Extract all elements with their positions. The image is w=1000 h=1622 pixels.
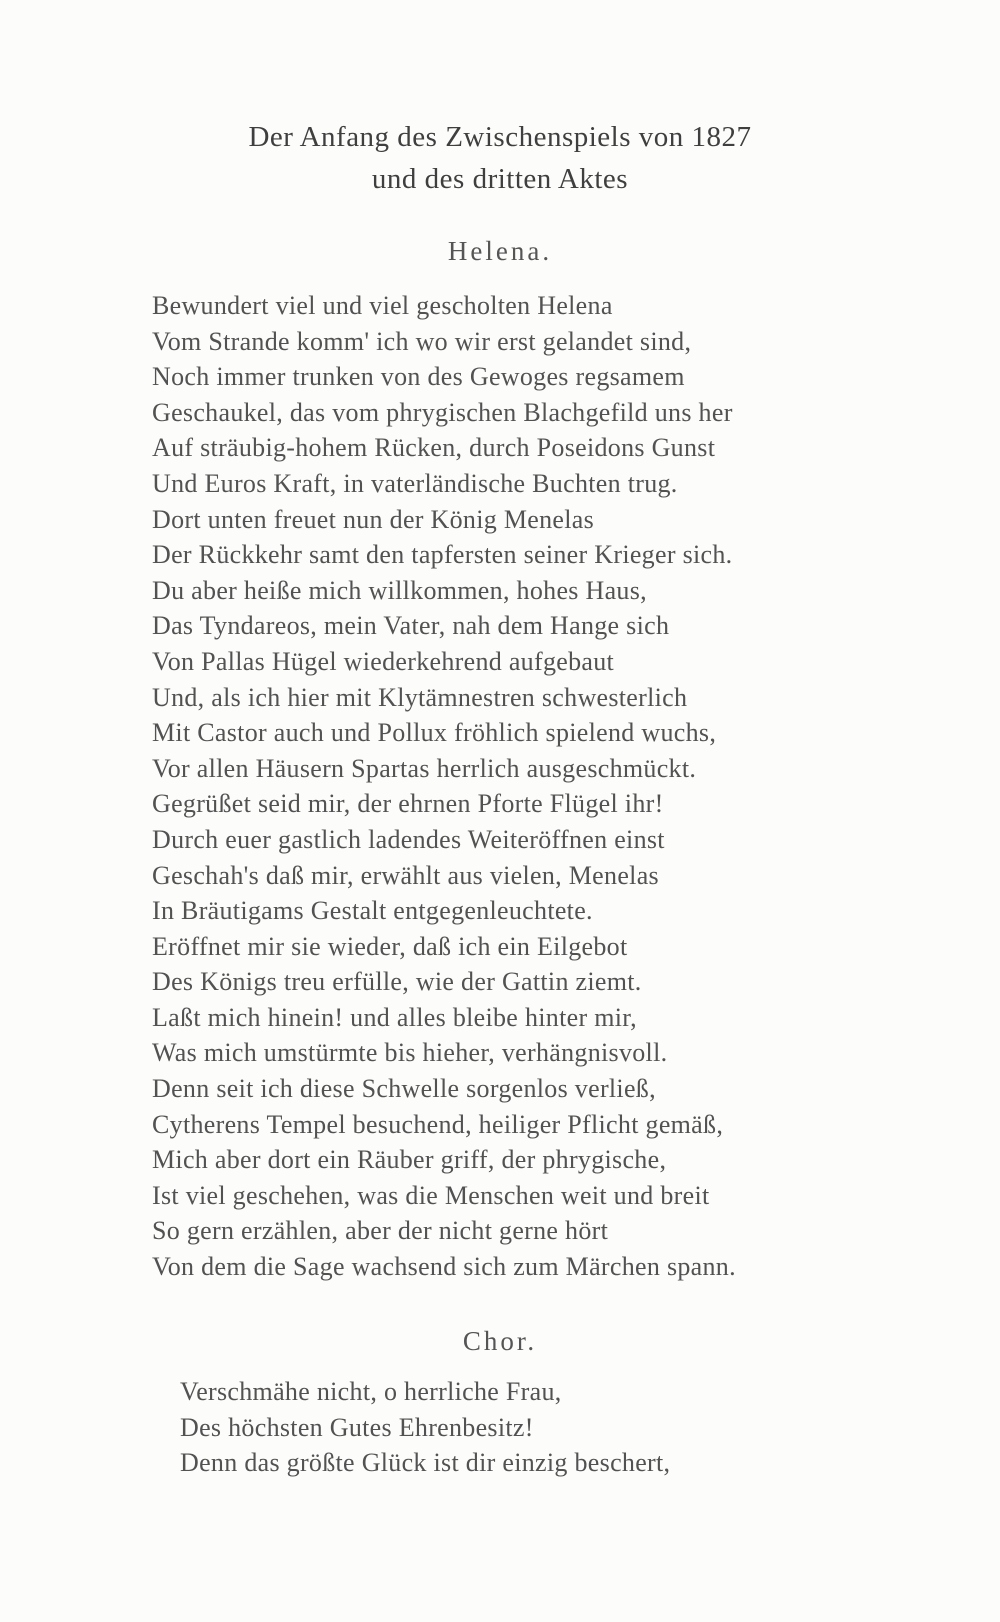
verse-line: Und Euros Kraft, in vaterländische Buchten trug. (152, 468, 678, 498)
verse-line: Ist viel geschehen, was die Menschen weit und breit (152, 1180, 710, 1210)
verse-line: Durch euer gastlich ladendes Weiteröffnen einst (152, 824, 665, 854)
verse-line: Du aber heiße mich willkommen, hohes Haus, (152, 575, 647, 605)
verse-line: Mit Castor auch und Pollux fröhlich spielend wuchs, (152, 718, 717, 748)
chor-verse (180, 1374, 670, 1481)
verse-line: Dort unten freuet nun der König Menelas (152, 504, 595, 534)
heading-line-2: und des dritten Aktes (371, 163, 629, 195)
verse-line: Von dem die Sage wachsend sich zum Märchen spann. (152, 1252, 736, 1282)
verse-line: Laßt mich hinein! und alles bleibe hinter mir, (152, 1002, 637, 1032)
verse-line: Vor allen Häusern Spartas herrlich ausgeschmückt. (152, 753, 697, 783)
verse-line: Das Tyndareos, mein Vater, nah dem Hange sich (152, 611, 670, 641)
verse-line: Und, als ich hier mit Klytämnestren schwesterlich (152, 682, 688, 712)
verse-line: Bewundert viel und viel gescholten Helena (152, 291, 613, 320)
verse-line: Vom Strande komm' ich wo wir erst gelandet sind, (152, 326, 692, 356)
verse-line: Geschaukel, das vom phrygischen Blachgefild uns her (152, 397, 733, 427)
verse-line: Des höchsten Gutes Ehrenbesitz! (180, 1412, 534, 1442)
heading-line-1: Der Anfang des Zwischenspiels von 1827 (248, 121, 752, 153)
verse-line: So gern erzählen, aber der nicht gerne hört (152, 1216, 609, 1246)
verse-line: Verschmähe nicht, o herrliche Frau, (180, 1377, 562, 1406)
verse-line: Gegrüßet seid mir, der ehrnen Pforte Flügel ihr! (152, 789, 664, 819)
verse-line: Mich aber dort ein Räuber griff, der phrygische, (152, 1145, 667, 1175)
verse-line: Geschah's daß mir, erwählt aus vielen, Menelas (152, 860, 659, 890)
verse-line: Des Königs treu erfülle, wie der Gattin ziemt. (152, 967, 642, 997)
verse-line: Denn das größte Glück ist dir einzig beschert, (180, 1448, 671, 1478)
verse-line: Was mich umstürmte bis hieher, verhängnisvoll. (152, 1038, 668, 1068)
speaker-chor: Chor. (462, 1326, 538, 1356)
helena-verse (152, 288, 736, 1285)
verse-line: Noch immer trunken von des Gewoges regsamem (152, 362, 685, 392)
verse-line: Auf sträubig-hohem Rücken, durch Poseidons Gunst (152, 433, 716, 463)
verse-line: Von Pallas Hügel wiederkehrend aufgebaut (152, 646, 615, 676)
verse-line: Denn seit ich diese Schwelle sorgenlos verließ, (152, 1074, 656, 1104)
verse-line: Cytherens Tempel besuchend, heiliger Pflicht gemäß, (152, 1109, 724, 1139)
speaker-helena: Helena. (447, 236, 553, 266)
verse-line: Eröffnet mir sie wieder, daß ich ein Eilgebot (152, 931, 628, 961)
verse-line: Der Rückkehr samt den tapfersten seiner Krieger sich. (152, 540, 733, 570)
section-heading (0, 116, 1000, 200)
verse-line: In Bräutigams Gestalt entgegenleuchtete. (152, 896, 593, 926)
